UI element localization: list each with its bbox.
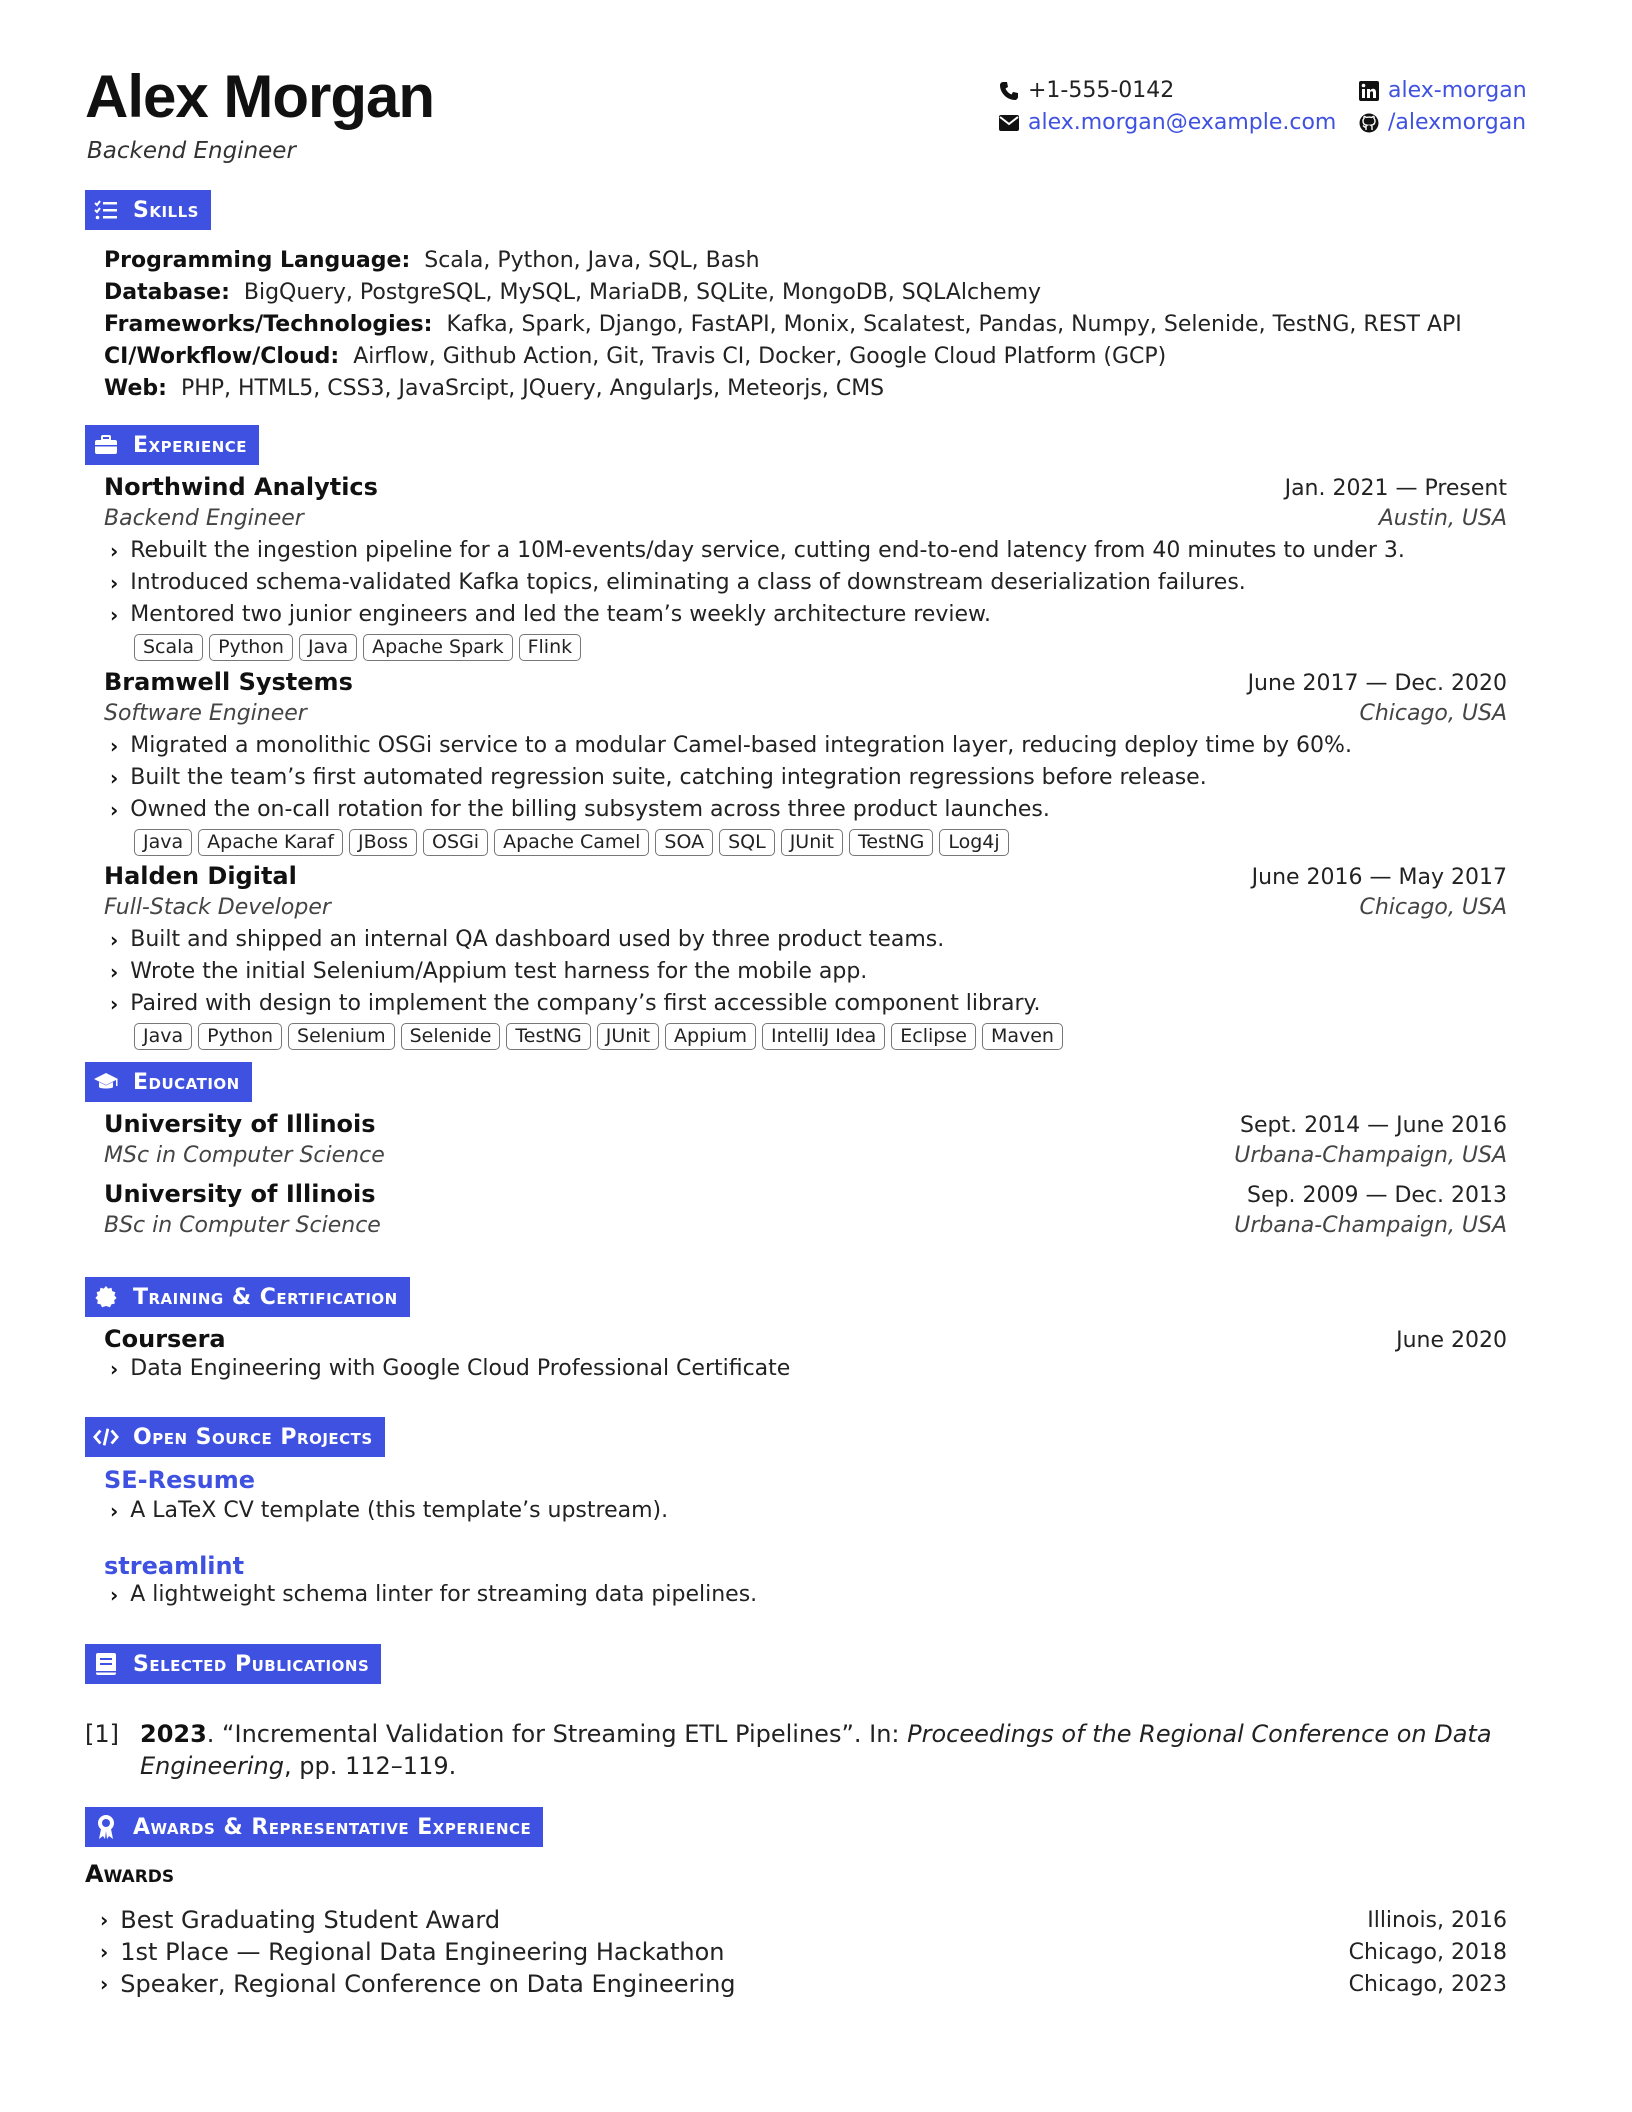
linkedin-contact[interactable]: [1358, 78, 1527, 103]
tech-tag: Eclipse: [891, 1023, 976, 1050]
tech-tag: SOA: [655, 829, 713, 856]
job-role: Backend Engineer: [104, 506, 304, 531]
candidate-name: Alex Morgan: [85, 63, 435, 130]
award-item: › Speaker, Regional Conference on Data Engineering: [100, 1970, 736, 1998]
section-experience-title: Experience: [133, 432, 248, 458]
tech-tag: JBoss: [349, 829, 417, 856]
section-awards-title: Awards & Representative Experience: [133, 1814, 532, 1840]
chevron-right-icon: ›: [100, 1940, 109, 1964]
candidate-title: Backend Engineer: [87, 138, 296, 164]
tech-tag: OSGi: [423, 829, 488, 856]
award-item: › Best Graduating Student Award: [100, 1906, 501, 1934]
publication-index: [1]: [85, 1720, 119, 1748]
section-education-header: [85, 1062, 252, 1102]
tech-tag: Java: [299, 634, 357, 661]
email-link[interactable]: alex.morgan@example.com: [1028, 110, 1337, 135]
tech-tag: Apache Karaf: [198, 829, 343, 856]
chevron-right-icon: ›: [110, 570, 119, 595]
degree: BSc in Computer Science: [104, 1213, 381, 1238]
job-location: Austin, USA: [1378, 506, 1507, 531]
chevron-right-icon: ›: [110, 797, 119, 822]
chevron-right-icon: ›: [110, 602, 119, 627]
phone-icon: [998, 80, 1020, 102]
chevron-right-icon: ›: [110, 538, 119, 563]
tech-tag: Flink: [519, 634, 582, 661]
publication-entry: 2023. “Incremental Validation for Streaming ETL Pipelines”. In: Proceedings of the Regional Conference on Data: [140, 1720, 1492, 1748]
tech-tags: [134, 1023, 1063, 1050]
envelope-icon: [998, 112, 1020, 134]
job-role: Full-Stack Developer: [104, 895, 331, 920]
school-name: University of Illinois: [104, 1180, 376, 1208]
section-training-header: [85, 1277, 410, 1317]
list-item: › Paired with design to implement the company’s first accessible component library.: [110, 991, 1041, 1016]
list-item: › Introduced schema-validated Kafka topics, eliminating a class of downstream deserialization failures.: [110, 570, 1246, 595]
email-contact[interactable]: [998, 110, 1336, 135]
list-item: › A lightweight schema linter for streaming data pipelines.: [110, 1582, 758, 1607]
section-awards-header: [85, 1807, 543, 1847]
tech-tag: TestNG: [506, 1023, 590, 1050]
chevron-right-icon: ›: [110, 1582, 119, 1607]
training-org: Coursera: [104, 1325, 226, 1353]
section-skills-title: Skills: [133, 197, 199, 223]
skill-row: Database: BigQuery, PostgreSQL, MySQL, MariaDB, SQLite, MongoDB, SQLAlchemy: [104, 280, 1042, 305]
tech-tag: IntelliJ Idea: [762, 1023, 885, 1050]
list-item: › Built and shipped an internal QA dashboard used by three product teams.: [110, 927, 945, 952]
job-location: Chicago, USA: [1359, 895, 1507, 920]
edu-location: Urbana-Champaign, USA: [1234, 1213, 1507, 1238]
skill-row: Programming Language: Scala, Python, Java, SQL, Bash: [104, 248, 760, 273]
company-name: Northwind Analytics: [104, 473, 378, 501]
skill-row: Web: PHP, HTML5, CSS3, JavaSrcipt, JQuery, AngularJs, Meteorjs, CMS: [104, 376, 885, 401]
tech-tag: Python: [209, 634, 293, 661]
github-contact[interactable]: [1358, 110, 1526, 135]
company-name: Bramwell Systems: [104, 668, 353, 696]
edu-location: Urbana-Champaign, USA: [1234, 1143, 1507, 1168]
job-role: Software Engineer: [104, 701, 307, 726]
tech-tag: Scala: [134, 634, 203, 661]
tech-tag: Log4j: [939, 829, 1008, 856]
section-projects-header: [85, 1417, 385, 1457]
tech-tag: Python: [198, 1023, 282, 1050]
linkedin-link[interactable]: alex-morgan: [1388, 78, 1527, 103]
award-place: Chicago, 2018: [1348, 1940, 1507, 1965]
phone-number: +1-555-0142: [1028, 78, 1175, 103]
list-item: › Migrated a monolithic OSGi service to a modular Camel-based integration layer, reducing deploy time by 60%.: [110, 733, 1352, 758]
tech-tags: [134, 829, 1009, 856]
chevron-right-icon: ›: [110, 1498, 119, 1523]
chevron-right-icon: ›: [110, 927, 119, 952]
tech-tag: SQL: [719, 829, 775, 856]
chevron-right-icon: ›: [110, 765, 119, 790]
degree: MSc in Computer Science: [104, 1143, 385, 1168]
school-name: University of Illinois: [104, 1110, 376, 1138]
tech-tag: TestNG: [849, 829, 933, 856]
tech-tag: Java: [134, 1023, 192, 1050]
job-location: Chicago, USA: [1359, 701, 1507, 726]
section-publications-header: [85, 1644, 381, 1684]
edu-dates: Sep. 2009 — Dec. 2013: [1247, 1183, 1507, 1208]
list-item: › A LaTeX CV template (this template’s upstream).: [110, 1498, 669, 1523]
chevron-right-icon: ›: [110, 991, 119, 1016]
graduation-cap-icon: [93, 1069, 119, 1095]
award-item: › 1st Place — Regional Data Engineering Hackathon: [100, 1938, 725, 1966]
list-item: › Built the team’s first automated regression suite, catching integration regressions before release.: [110, 765, 1207, 790]
job-dates: June 2016 — May 2017: [1251, 865, 1507, 890]
section-projects-title: Open Source Projects: [133, 1424, 373, 1450]
skill-row: Frameworks/Technologies: Kafka, Spark, Django, FastAPI, Monix, Scalatest, Pandas, Numpy, Selenide, TestNG, REST API: [104, 312, 1462, 337]
tech-tag: Appium: [665, 1023, 756, 1050]
section-training-title: Training & Certification: [133, 1284, 398, 1310]
section-publications-title: Selected Publications: [133, 1651, 370, 1677]
list-item: › Mentored two junior engineers and led the team’s weekly architecture review.: [110, 602, 991, 627]
tech-tags: [134, 634, 581, 661]
training-date: June 2020: [1396, 1328, 1507, 1353]
certificate-badge-icon: [93, 1284, 119, 1310]
project-link[interactable]: streamlint: [104, 1552, 245, 1580]
job-dates: June 2017 — Dec. 2020: [1247, 671, 1507, 696]
section-education-title: Education: [133, 1069, 240, 1095]
chevron-right-icon: ›: [110, 1356, 119, 1381]
tech-tag: Selenide: [401, 1023, 501, 1050]
award-ribbon-icon: [93, 1814, 119, 1840]
chevron-right-icon: ›: [110, 733, 119, 758]
edu-dates: Sept. 2014 — June 2016: [1240, 1113, 1507, 1138]
chevron-right-icon: ›: [100, 1972, 109, 1996]
github-icon: [1358, 112, 1380, 134]
section-skills-header: [85, 190, 211, 230]
tech-tag: Apache Spark: [363, 634, 513, 661]
tech-tag: JUnit: [781, 829, 843, 856]
company-name: Halden Digital: [104, 862, 297, 890]
code-icon: [93, 1424, 119, 1450]
list-item: › Wrote the initial Selenium/Appium test harness for the mobile app.: [110, 959, 868, 984]
tech-tag: Java: [134, 829, 192, 856]
tech-tag: Apache Camel: [494, 829, 649, 856]
tech-tag: Maven: [982, 1023, 1063, 1050]
briefcase-icon: [93, 432, 119, 458]
tech-tag: JUnit: [597, 1023, 659, 1050]
chevron-right-icon: ›: [100, 1908, 109, 1932]
publication-entry-cont: Engineering, pp. 112–119.: [140, 1752, 457, 1780]
checklist-icon: [93, 197, 119, 223]
job-dates: Jan. 2021 — Present: [1284, 476, 1507, 501]
list-item: › Data Engineering with Google Cloud Professional Certificate: [110, 1356, 791, 1381]
award-place: Chicago, 2023: [1348, 1972, 1507, 1997]
phone-contact: [998, 78, 1174, 103]
tech-tag: Selenium: [288, 1023, 395, 1050]
list-item: › Owned the on-call rotation for the billing subsystem across three product launches.: [110, 797, 1050, 822]
project-link[interactable]: SE-Resume: [104, 1466, 256, 1494]
book-icon: [93, 1651, 119, 1677]
list-item: › Rebuilt the ingestion pipeline for a 10M-events/day service, cutting end-to-end latency from 40 minutes to under 3.: [110, 538, 1405, 563]
linkedin-icon: [1358, 80, 1380, 102]
github-link[interactable]: /alexmorgan: [1388, 110, 1527, 135]
section-experience-header: [85, 425, 259, 465]
chevron-right-icon: ›: [110, 959, 119, 984]
award-place: Illinois, 2016: [1367, 1908, 1507, 1933]
skill-row: CI/Workflow/Cloud: Airflow, Github Action, Git, Travis CI, Docker, Google Cloud Platform (GCP): [104, 344, 1167, 369]
awards-subheading: Awards: [85, 1860, 175, 1888]
